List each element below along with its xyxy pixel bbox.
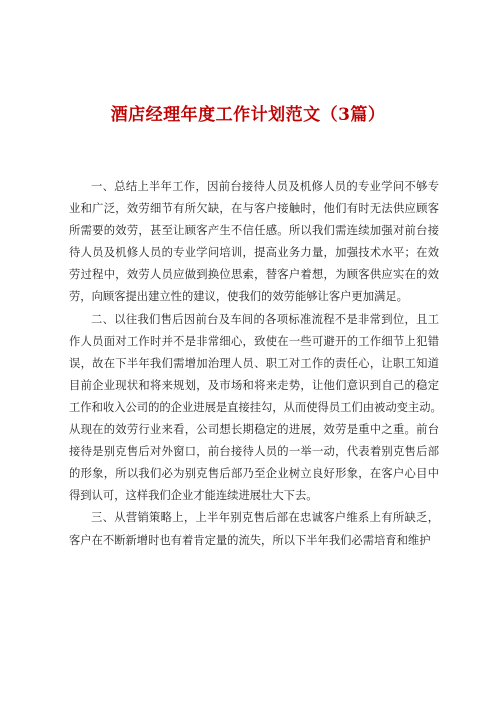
paragraph-2-line-4: 目前企业现状和将来规划，及市场和将来走势，让他们意识到自己的稳定	[69, 378, 439, 392]
paragraph-3-line-1: 三、从营销策略上，上半年别克售后部在忠诚客户维系上有所缺乏，	[91, 511, 439, 525]
paragraph-3-line-2: 客户在不断新增时也有着肯定量的流失，所以下半年我们必需培育和维护	[69, 533, 431, 547]
paragraph-2-line-5: 工作和收入公司的的企业进展是直接挂勾，从而使得员工们由被动变主动。	[69, 400, 442, 414]
paragraph-2-line-9: 得到认可，这样我们企业才能连续进展壮大下去。	[69, 489, 318, 503]
paragraph-1-line-3: 所需要的效劳，甚至让顾客产生不信任感。所以我们需连续加强对前台接	[69, 224, 439, 238]
paragraph-1-line-5: 劳过程中，效劳人员应做到换位思索，替客户着想，为顾客供应实在的效	[69, 268, 439, 282]
paragraph-2-line-6: 从现在的效劳行业来看，公司想长期稳定的进展，效劳是重中之重。前台	[69, 423, 439, 437]
document-title: 酒店经理年度工作计划范文（3篇）	[110, 105, 386, 125]
paragraph-2-line-8: 的形象，所以我们必为别克售后部乃至企业树立良好形象，在客户心目中	[69, 467, 439, 481]
paragraph-2-line-7: 接待是别克售后对外窗口，前台接待人员的一举一动，代表着别克售后部	[69, 445, 439, 459]
paragraph-1-line-6: 劳，向顾客提出建立性的建议，使我们的效劳能够让客户更加满足。	[69, 290, 408, 304]
document-body	[69, 176, 442, 552]
paragraph-2-line-2: 作人员面对工作时并不是非常细心，致使在一些可避开的工作细节上犯错	[69, 334, 439, 348]
paragraph-2-line-1: 二、以往我们售后因前台及车间的各项标准流程不是非常到位，且工	[91, 312, 439, 326]
paragraph-1-line-4: 待人员及机修人员的专业学问培训，提高业务力量，加强技术水平；在效	[69, 246, 439, 260]
paragraph-1-line-1: 一、总结上半年工作，因前台接待人员及机修人员的专业学问不够专	[91, 180, 439, 193]
paragraph-2-line-3: 误，故在下半年我们需增加治理人员、职工对工作的责任心，让职工知道	[69, 356, 439, 370]
paragraph-1-line-2: 业和广泛，效劳细节有所欠缺，在与客户接触时，他们有时无法供应顾客	[69, 202, 439, 216]
